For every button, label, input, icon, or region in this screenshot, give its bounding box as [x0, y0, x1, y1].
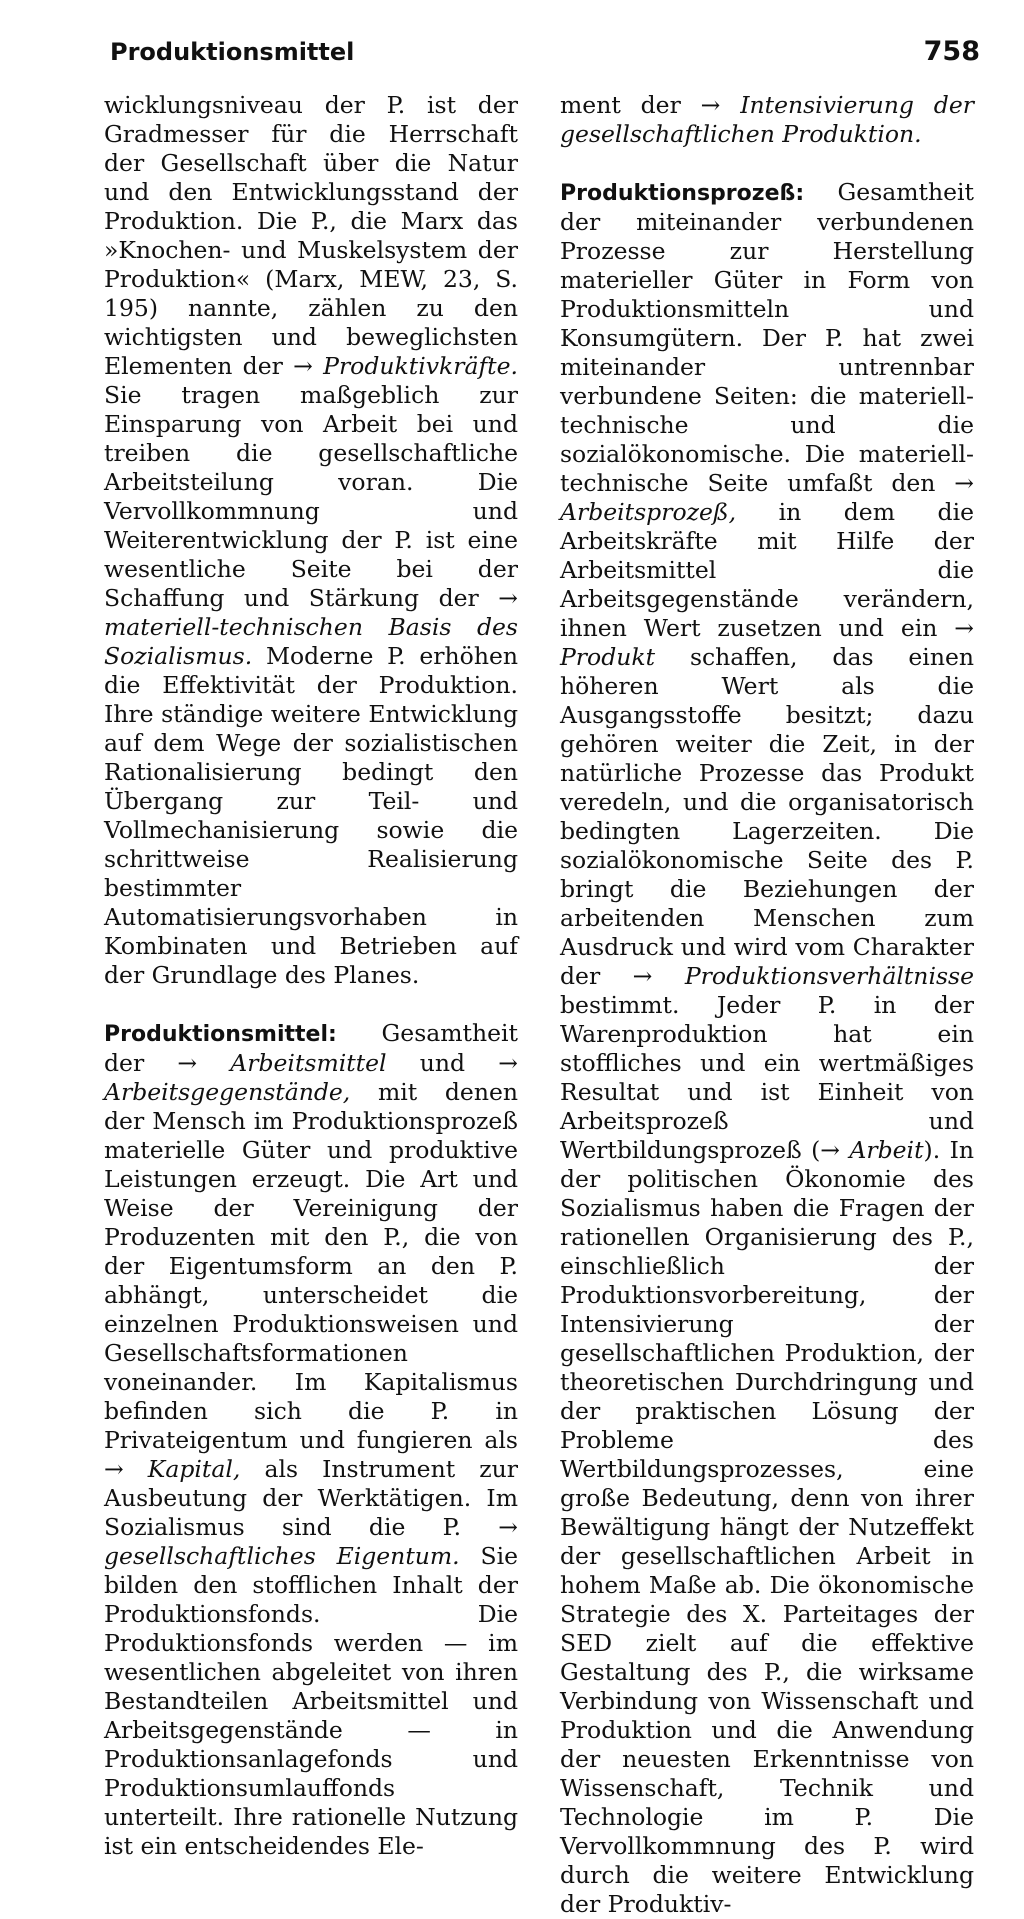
continuation-paragraph: wicklungsniveau der P. ist der Gradmesser für die Herrschaft der Gesellschaft über die Natur und den Entwicklungsstand der Produktion. Die P., die Marx das »Knochen- und Muskelsystem der Produktion« (Marx, MEW, 23, S. 195) nannte, zählen zu den wichtigsten und beweglichsten Elementen der → Produktivkräfte. Sie tragen maßgeblich zur Einsparung von Arbeit bei und treiben die gesellschaftliche Arbeitsteilung voran. Die Vervollkommnung und Weiterentwicklung der P. ist eine wesentliche Seite bei der Schaffung und Stärkung der → materiell-technischen Basis des Sozialismus. Moderne P. erhöhen die Effektivität der Produktion. Ihre ständige weitere Entwicklung auf dem Wege der sozialistischen Rationalisierung bedingt den Übergang zur Teil- und Vollmechanisierung sowie die schrittweise Realisierung bestimmter Automatisierungsvorhaben in Kombinaten und Betrieben auf der Grundlage des Planes. [104, 91, 518, 989]
cross-reference: Produktionsverhältnisse [684, 962, 974, 990]
cross-reference: Kapital, [147, 1455, 241, 1483]
running-header-title: Produktionsmittel [110, 38, 355, 66]
entry-body: Gesamtheit der miteinander verbundenen Prozesse zur Herstellung materieller Güter in Form von Produktionsmitteln und Konsumgütern. Der P. hat zwei miteinander untrennbar verbundene Seiten: die materiell-technische und die sozialökonomische. Die materiell-technische Seite umfaßt den → Arbeitsprozeß, in dem die Arbeitskräfte mit Hilfe der Arbeitsmittel die Arbeitsgegenstände verändern, ihnen Wert zusetzen und ein → Produkt schaffen, das einen höheren Wert als die Ausgangsstoffe besitzt; dazu gehören weiter die Zeit, in der natürliche Prozesse das Produkt veredeln, und die organisatorisch bedingten Lagerzeiten. Die sozialökonomische Seite des P. bringt die Beziehungen der arbeitenden Menschen zum Ausdruck und wird vom Charakter der → Produktionsverhältnisse bestimmt. Jeder P. in der Warenproduktion hat ein stoffliches und ein wertmäßiges Resultat und ist Einheit von Arbeitsprozeß und Wertbildungsprozeß (→ Arbeit). In der politischen Ökonomie des Sozialismus haben die Fragen der rationellen Organisierung des P., einschließlich der Produktionsvorbereitung, der Intensivierung der gesellschaftlichen Produktion, der theoretischen Durchdringung und der praktischen Lösung der Probleme des Wertbildungsprozesses, eine große Bedeutung, denn von ihrer Bewältigung hängt der Nutzeffekt der gesellschaftlichen Arbeit in hohem Maße ab. Die ökonomische Strategie des X. Parteitages der SED zielt auf die effektive Gestaltung des P., die wirksame Verbindung von Wissenschaft und Produktion und die Anwendung der neuesten Erkenntnisse von Wissenschaft, Technik und Technologie im P. Die Vervollkommnung des P. wird durch die weitere Entwicklung der Produktiv- [560, 178, 974, 1918]
right-column [560, 91, 974, 1919]
cross-reference: Arbeitsgegenstände, [104, 1078, 351, 1106]
page-number: 758 [923, 36, 980, 67]
entry-produktionsmittel [104, 1019, 518, 1861]
lemma-produktionsmittel: Produktionsmittel: [104, 1022, 337, 1047]
cross-reference: Arbeitsprozeß, [560, 498, 737, 526]
entry-produktionsprozess [560, 178, 974, 1919]
entry-body: Gesamtheit der → Arbeitsmittel und → Arbeitsgegenstände, mit denen der Mensch im Produktionsprozeß materielle Güter und produktive Leistungen erzeugt. Die Art und Weise der Vereinigung der Produzenten mit den P., die von der Eigentumsform an den P. abhängt, unterscheidet die einzelnen Produktionsweisen und Gesellschaftsformationen voneinander. Im Kapitalismus befinden sich die P. in Privateigentum und fungieren als → Kapital, als Instrument zur Ausbeutung der Werktätigen. Im Sozialismus sind die P. → gesellschaftliches Eigentum. Sie bilden den stofflichen Inhalt der Produktionsfonds. Die Produktionsfonds werden — im wesentlichen abgeleitet von ihren Bestandteilen Arbeitsmittel und Arbeitsgegenstände — in Produktionsanlagefonds und Produktionsumlauffonds unterteilt. Ihre rationelle Nutzung ist ein entscheidendes Ele- [104, 1019, 518, 1860]
cross-reference: Arbeitsmittel [230, 1049, 387, 1077]
lemma-produktionsprozess: Produktionsprozeß: [560, 181, 805, 206]
continuation-paragraph: ment der → Intensivierung der gesellschaftlichen Produktion. [560, 91, 974, 148]
cross-reference: materiell-technischen Basis des Sozialismus. [104, 613, 518, 670]
cross-reference: Produkt [560, 643, 656, 671]
cross-reference: Arbeit [849, 1136, 924, 1164]
cross-reference: gesellschaftliches Eigentum. [104, 1542, 460, 1570]
left-column [104, 91, 518, 1861]
cross-reference: Produktivkräfte. [323, 352, 518, 380]
cross-reference: Intensivierung der gesellschaftlichen Produktion. [560, 91, 974, 148]
